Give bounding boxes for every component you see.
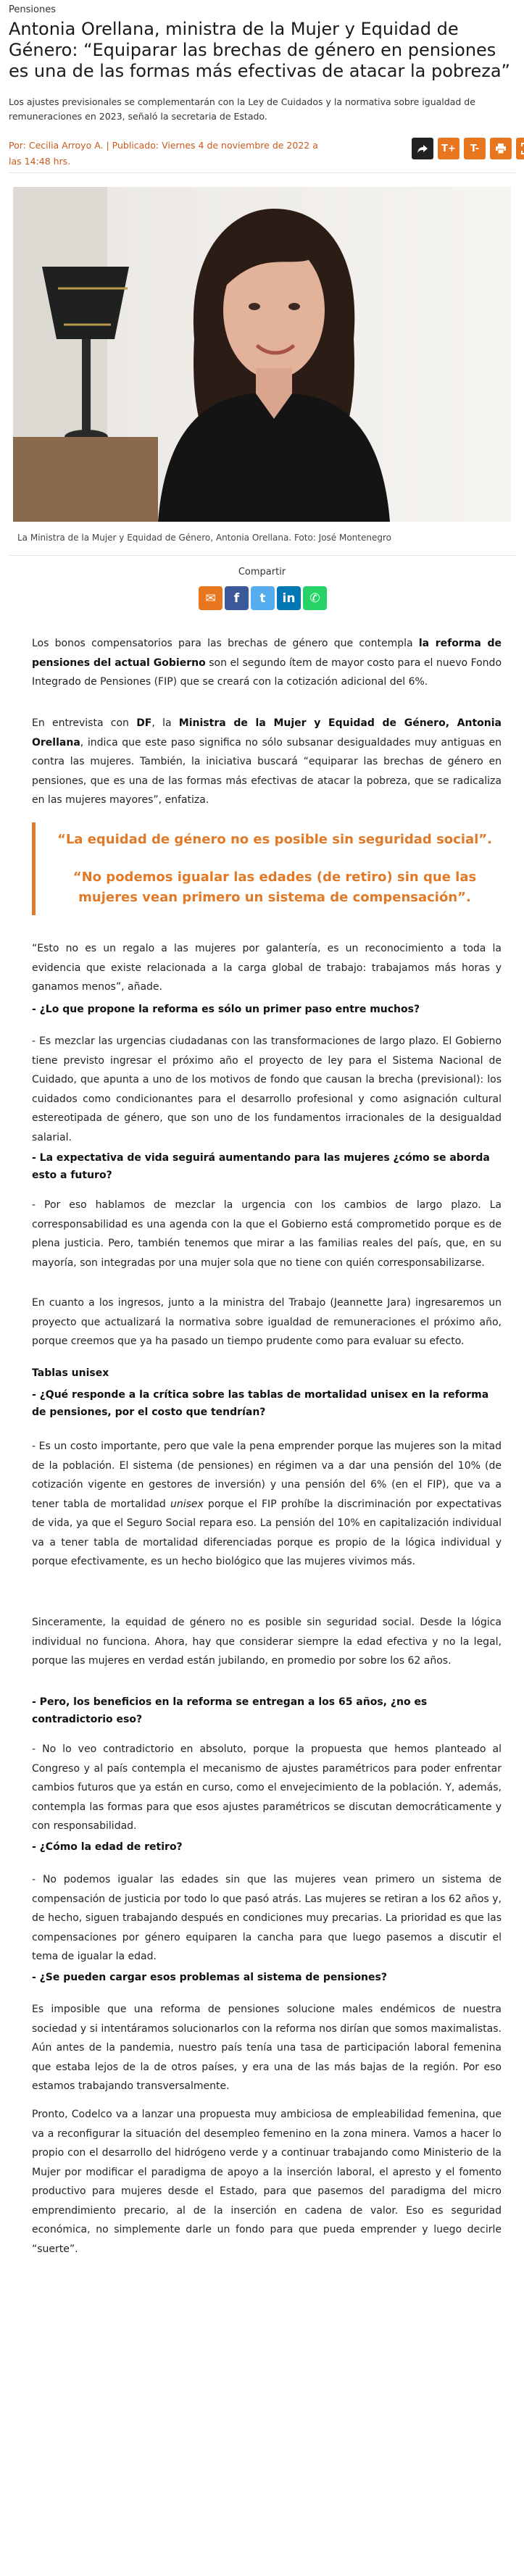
paragraph: En cuanto a los ingresos, junto a la ministra del Trabajo (Jeannette Jara) ingresaremos un proyecto que actualizará la normativa sobre igualdad de remuneraciones el próximo año, porque creemos que ya ha pasado un tiempo prudente como para evaluar su efecto. <box>32 1297 502 1347</box>
interview-answer: - Por eso hablamos de mezclar la urgencia con los cambios de largo plazo. La corresponsabilidad es una agenda con la que el Gobierno está comprometido porque es de plena justicia. Pero, también tenemos que mirar a las familias reales del país, que, en su mayoría, son integradas por una mujer sola que no tiene con quién corresponsabilizarse. <box>32 1199 502 1269</box>
interview-question: - Pero, los beneficios en la reforma se entregan a los 65 años, ¿no es contradictorio eso? <box>32 1696 428 1725</box>
increase-text-button[interactable]: T+ <box>438 138 459 159</box>
whatsapp-share-button[interactable]: ✆ <box>303 586 327 610</box>
section-subtitle: Tablas unisex <box>32 1367 109 1379</box>
paragraph-text: Los bonos compensatorios para las brechas de género que contempla <box>32 638 419 649</box>
paragraph: Es imposible que una reforma de pensiones solucione males endémicos de nuestra sociedad y si intentáramos solucionarlos con la reforma nos dirían que somos maximalistas. Aún antes de la pandemia, nuestro país tenía una tasa de participación laboral femenina que estaba lejos de la de otros países, y era una de las más bajas de la región. Por eso estamos trabajando transversalmente. <box>32 2004 502 2092</box>
article-headline: Antonia Orellana, ministra de la Mujer y Equidad de Género: “Equiparar las brechas de género en pensiones es una de las formas más efectivas de atacar la pobreza” <box>9 19 510 81</box>
interview-question: - ¿Se pueden cargar esos problemas al sistema de pensiones? <box>32 1972 387 1983</box>
byline-author: Por: Cecilia Arroyo A. | Publicado: Viernes 4 de noviembre de 2022 a <box>9 140 318 151</box>
paragraph: Pronto, Codelco va a lanzar una propuesta muy ambiciosa de empleabilidad femenina, que va a reconfigurar la situación del desempleo femenino en la zona minera. Vamos a hacer lo propio con el desarrollo del hidrógeno verde y a continuar trabajando como Ministerio de la Mujer por modificar el paradigma de apoyo a la inserción laboral, el apresto y el fomento productivo para mujeres desde el Estado, para que pasemos del paradigma del micro emprendimiento precario, al de la inserción en cadena de valor. Eso es seguridad económica, no simplemente darle un fondo para que pueda emprender y luego decirle “suerte”. <box>32 2109 502 2255</box>
divider <box>9 172 515 173</box>
interview-question: - ¿Qué responde a la crítica sobre las tablas de mortalidad unisex en la reforma de pensiones, por el costo que tendrían? <box>32 1389 489 1418</box>
reform-link[interactable]: la reforma de pensiones del actual Gobierno <box>32 638 502 669</box>
photo-caption: La Ministra de la Mujer y Equidad de Género, Antonia Orellana. Foto: José Montenegro <box>17 533 391 543</box>
interview-answer: - No podemos igualar las edades sin que las mujeres vean primero un sistema de compensación de justicia por todo lo que pasó atrás. Las mujeres se retiran a los 62 años y, de hecho, siguen trabajando después en condiciones muy precarias. La prioridad es que las compensaciones por género equiparen la cancha para que luego pasemos a discutir el tema de igualar la edad. <box>32 1874 502 1962</box>
paragraph: Sinceramente, la equidad de género no es posible sin seguridad social. Desde la lógica individual no funciona. Ahora, hay que considerar siempre la edad efectiva y no la legal, porque las mujeres en verdad están jubilando, en promedio por sobre los 62 años. <box>32 1617 502 1667</box>
pull-quote: “La equidad de género no es posible sin seguridad social”. <box>57 832 492 847</box>
paragraph-text: , indica que este paso significa no sólo subsanar desigualdades muy antiguas en contra las mujeres. También, la iniciativa buscará “equiparar las brechas de género en pensiones, que es una de las formas más efectivas de atacar la pobreza, que se radicaliza en las mujeres mayores”, enfatiza. <box>32 736 502 806</box>
article-tools <box>412 138 524 159</box>
interview-question: - La expectativa de vida seguirá aumentando para las mujeres ¿cómo se aborda esto a futuro? <box>32 1152 490 1181</box>
paragraph <box>32 714 502 810</box>
emphasis: unisex <box>170 1498 204 1510</box>
interview-answer <box>32 1437 502 1572</box>
decrease-text-button[interactable]: T- <box>464 138 486 159</box>
paragraph: “Esto no es un regalo a las mujeres por galantería, es un reconocimiento a toda la evidencia que existe relacionada a la carga global de trabajo: trabajamos más horas y ganamos menos”, añade. <box>32 943 502 993</box>
paragraph-text: porque el FIP prohíbe la discriminación por expectativas de vida, ya que el Seguro Social repara eso. La pensión del 10% en capitalización individual va a tener tabla de mortalidad diferenciadas porque es propio de la lógica individual y porque efectivamente, es un hecho biológico que las mujeres vivimos más. <box>32 1498 502 1567</box>
paragraph-text: son el segundo ítem de mayor costo para el nuevo Fondo Integrado de Pensiones (FIP) que se creará con la cotización adicional del 6%. <box>32 656 502 688</box>
section-tag[interactable]: Pensiones <box>9 4 56 15</box>
pull-quote-block <box>32 822 505 915</box>
minister-mention: Ministra de la Mujer y Equidad de Género, Antonia Orellana <box>32 717 502 749</box>
df-mention: DF <box>136 717 152 729</box>
share-label: Compartir <box>238 567 286 578</box>
interview-answer: - Es mezclar las urgencias ciudadanas con las transformaciones de largo plazo. El Gobierno tiene previsto ingresar el próximo año el proyecto de ley para el Sistema Nacional de Cuidado, que apunta a uno de los motivos de fondo que causan la brecha (previsional): los cuidados como condicionantes para el desarrollo profesional y como asignación cultural estereotipada de género, que son uno de los fundamentos irracionales de la desigualdad salarial. <box>32 1035 502 1143</box>
article-lead: Los ajustes previsionales se complementarán con la Ley de Cuidados y la normativa sobre igualdad de remuneraciones en 2023, señaló la secretaria de Estado. <box>9 96 475 122</box>
email-share-button[interactable]: ✉ <box>199 586 223 610</box>
facebook-share-button[interactable]: f <box>225 586 249 610</box>
print-icon[interactable] <box>490 138 512 159</box>
paragraph-text: En entrevista con <box>32 717 137 729</box>
paragraph-text: - Es un costo importante, pero que vale la pena emprender porque las mujeres son la mitad de la población. El sistema (de pensiones) en régimen va a dar una pensión del 10% (de cotización vigente en gestores de inversión) y una pensión del 6% (en el FIP), que va a tener tabla de mortalidad <box>32 1441 502 1510</box>
linkedin-share-button[interactable]: in <box>277 586 301 610</box>
expand-icon[interactable] <box>516 138 524 159</box>
byline-time: las 14:48 hrs. <box>9 156 71 167</box>
interview-question: - ¿Lo que propone la reforma es sólo un primer paso entre muchos? <box>32 1004 420 1015</box>
interview-answer: - No lo veo contradictorio en absoluto, porque la propuesta que hemos planteado al Congreso y al país contempla el mecanismo de ajustes paramétricos para poder enfrentar cambios futuros que ya están en curso, como el envejecimiento de la población. Y, además, contempla las formas para que esos ajustes paramétricos se discutan democráticamente y con responsabilidad. <box>32 1743 502 1832</box>
interview-question: - ¿Cómo la edad de retiro? <box>32 1841 183 1853</box>
article-photo <box>13 187 511 522</box>
share-arrow-icon[interactable] <box>412 138 433 159</box>
pull-quote: “No podemos igualar las edades (de retiro) sin que las mujeres vean primero un sistema de compensación”. <box>72 870 477 905</box>
paragraph <box>32 634 502 692</box>
share-buttons <box>199 586 327 610</box>
divider <box>9 555 515 556</box>
twitter-share-button[interactable]: t <box>251 586 275 610</box>
paragraph-text: , la <box>151 717 179 729</box>
article-byline <box>9 138 393 170</box>
